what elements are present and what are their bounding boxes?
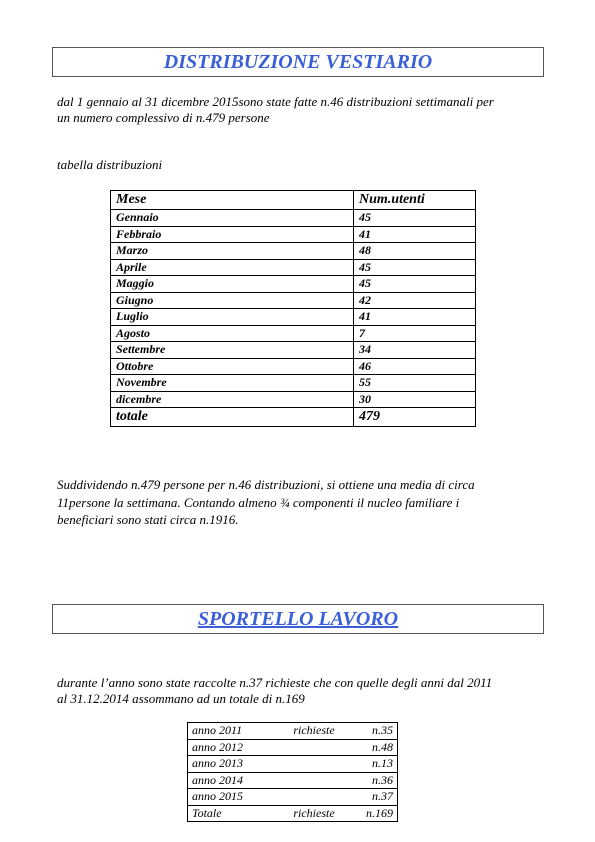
requests-table — [187, 722, 398, 822]
summary-line: beneficiari sono stati circa n.1916. — [57, 512, 239, 527]
intro-line: un numero complessivo di n.479 persone — [57, 110, 270, 125]
distribution-table — [110, 190, 476, 427]
users-cell: 34 — [354, 342, 476, 359]
month-cell: dicembre — [111, 391, 354, 408]
month-cell: Luglio — [111, 309, 354, 326]
table-row — [111, 391, 476, 408]
users-cell: 55 — [354, 375, 476, 392]
table-row — [111, 259, 476, 276]
table-row — [111, 243, 476, 260]
users-cell: 45 — [354, 276, 476, 293]
requests-row — [188, 772, 398, 789]
month-cell: Aprile — [111, 259, 354, 276]
users-cell: 48 — [354, 243, 476, 260]
requests-cell — [188, 772, 398, 789]
users-cell: 46 — [354, 358, 476, 375]
year-label: anno 2011 — [192, 723, 243, 738]
table-row — [111, 276, 476, 293]
intro-paragraph — [57, 94, 547, 126]
requests-value: n.13 — [372, 756, 393, 771]
users-cell: 42 — [354, 292, 476, 309]
users-cell: 45 — [354, 259, 476, 276]
users-cell: 30 — [354, 391, 476, 408]
requests-row — [188, 739, 398, 756]
year-label: anno 2013 — [192, 756, 243, 771]
year-label: anno 2012 — [192, 739, 243, 754]
section-title-distribuzione-vestiario — [52, 47, 544, 77]
month-cell: Marzo — [111, 243, 354, 260]
table-caption: tabella distribuzioni — [57, 157, 163, 172]
summary-line: Suddividendo n.479 persone per n.46 distribuzioni, si ottiene una media di circa — [57, 477, 475, 492]
table-row — [111, 292, 476, 309]
month-cell: Novembre — [111, 375, 354, 392]
year-label: anno 2014 — [192, 772, 243, 787]
section-title-sportello-lavoro — [52, 604, 544, 634]
requests-cell — [188, 756, 398, 773]
year-label: anno 2015 — [192, 789, 243, 804]
requests-label: richieste — [293, 805, 335, 820]
table-total-row — [111, 408, 476, 427]
requests-value: n.37 — [372, 789, 393, 804]
header-users: Num.utenti — [354, 191, 476, 210]
year-label: Totale — [192, 805, 222, 820]
table-row — [111, 375, 476, 392]
users-cell: 41 — [354, 309, 476, 326]
lavoro-line: al 31.12.2014 assommano ad un totale di n.169 — [57, 691, 305, 706]
requests-value: n.35 — [372, 723, 393, 738]
month-cell: Giugno — [111, 292, 354, 309]
lavoro-line: durante l’anno sono state raccolte n.37 richieste che con quelle degli anni dal 2011 — [57, 675, 493, 690]
requests-row — [188, 723, 398, 740]
header-month: Mese — [111, 191, 354, 210]
requests-row — [188, 789, 398, 806]
requests-cell — [188, 805, 398, 822]
month-cell: Agosto — [111, 325, 354, 342]
section-title-text: SPORTELLO LAVORO — [197, 608, 399, 630]
total-value: 479 — [354, 408, 476, 427]
requests-row — [188, 756, 398, 773]
table-row — [111, 358, 476, 375]
lavoro-paragraph — [57, 675, 547, 707]
requests-value: n.48 — [372, 739, 393, 754]
summary-paragraph — [57, 476, 547, 529]
table-row — [111, 309, 476, 326]
requests-total-row — [188, 805, 398, 822]
table-row — [111, 210, 476, 227]
month-cell: Settembre — [111, 342, 354, 359]
table-row — [111, 325, 476, 342]
requests-label: richieste — [293, 723, 335, 738]
summary-line: 11persone la settimana. Contando almeno ¾ componenti il nucleo familiare i — [57, 494, 460, 510]
intro-line: dal 1 gennaio al 31 dicembre 2015sono state fatte n.46 distribuzioni settimanali per — [57, 94, 494, 109]
month-cell: Gennaio — [111, 210, 354, 227]
requests-value: n.169 — [366, 805, 393, 820]
table-header-row — [111, 191, 476, 210]
requests-cell — [188, 723, 398, 740]
table-row — [111, 342, 476, 359]
users-cell: 7 — [354, 325, 476, 342]
table-row — [111, 226, 476, 243]
month-cell: Maggio — [111, 276, 354, 293]
requests-cell — [188, 789, 398, 806]
requests-value: n.36 — [372, 772, 393, 787]
users-cell: 45 — [354, 210, 476, 227]
month-cell: Febbraio — [111, 226, 354, 243]
section-title-text: DISTRIBUZIONE VESTIARIO — [163, 51, 433, 73]
month-cell: Ottobre — [111, 358, 354, 375]
total-label: totale — [111, 408, 354, 427]
requests-cell — [188, 739, 398, 756]
users-cell: 41 — [354, 226, 476, 243]
